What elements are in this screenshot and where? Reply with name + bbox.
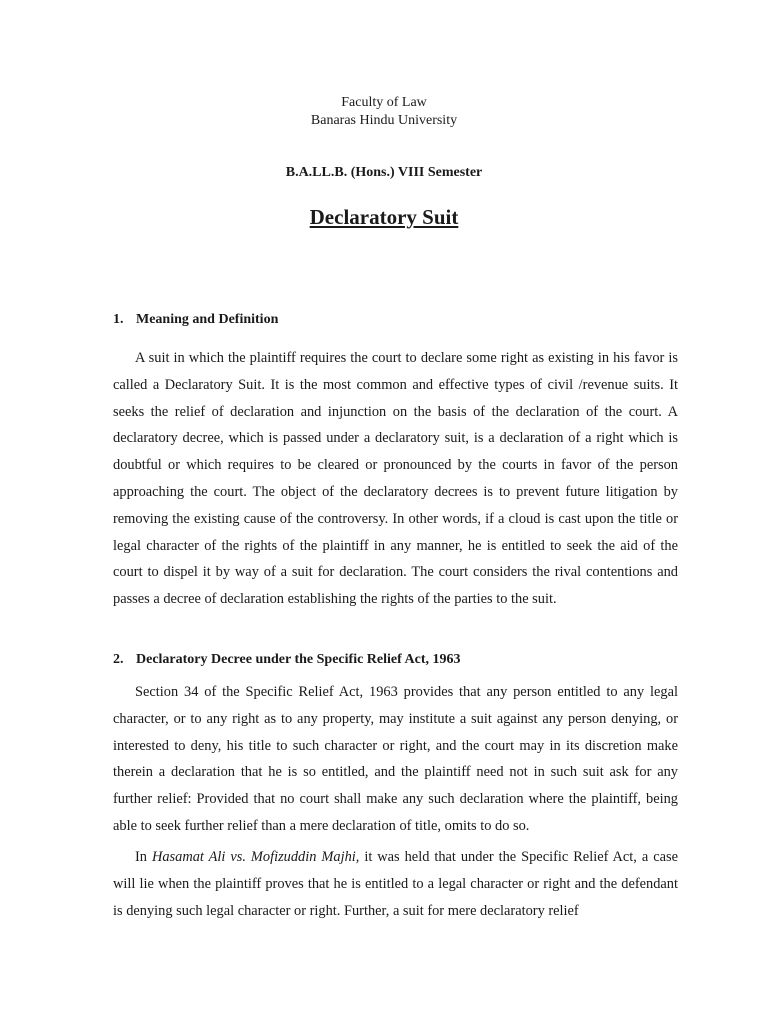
semester-label: B.A.LL.B. (Hons.) VIII Semester: [285, 165, 483, 180]
faculty-name: Faculty of Law: [341, 95, 427, 110]
section-number: 1.: [113, 312, 124, 327]
section-number: 2.: [113, 652, 124, 667]
section-heading-1: [113, 312, 278, 328]
case-text: it was held that under the Specific Relief Act, a case will lie when the plaintiff proves that he is entitled to a legal character or right and the defendant is denying such legal character or right. Further, a suit for mere declaratory relief: [113, 849, 678, 919]
section-heading-2: [113, 652, 461, 668]
case-law-paragraph: [113, 844, 678, 924]
case-name: Hasamat Ali vs. Mofizuddin Majhi,: [151, 849, 360, 865]
section-heading-text: Meaning and Definition: [136, 312, 279, 327]
section-heading-text: Declaratory Decree under the Specific Relief Act, 1963: [136, 652, 461, 667]
case-prefix: In: [135, 849, 147, 865]
section-1-paragraph: A suit in which the plaintiff requires the court to declare some right as existing in his favor is called a Declaratory Suit. It is the most common and effective types of civil /revenue suits. It seeks the relief of declaration and injunction on the basis of the declaration of the court. A declaratory decree, which is passed under a declaratory suit, is a declaration of a right which is doubtful or which requires to be cleared or pronounced by the courts in favor of the person approaching the court. The object of the declaratory decrees is to prevent future litigation by removing the existing cause of the controversy. In other words, if a cloud is cast upon the title or legal character of the rights of the plaintiff in any manner, he is entitled to seek the aid of the court to dispel it by way of a suit for declaration. The court considers the rival contentions and passes a decree of declaration establishing the rights of the parties to the suit.: [113, 350, 678, 608]
document-title: Declaratory Suit: [309, 205, 459, 229]
university-name: Banaras Hindu University: [310, 113, 458, 128]
section-2-paragraph: Section 34 of the Specific Relief Act, 1963 provides that any person entitled to any legal character, or to any right as to any property, may institute a suit against any person denying, or interested to deny, his title to such character or right, and the court may in its discretion make therein a declaration that he is so entitled, and the plaintiff need not in such suit ask for any further relief: Provided that no court shall make any such declaration where the plaintiff, being able to seek further relief than a mere declaration of title, omits to do so.: [113, 684, 678, 834]
